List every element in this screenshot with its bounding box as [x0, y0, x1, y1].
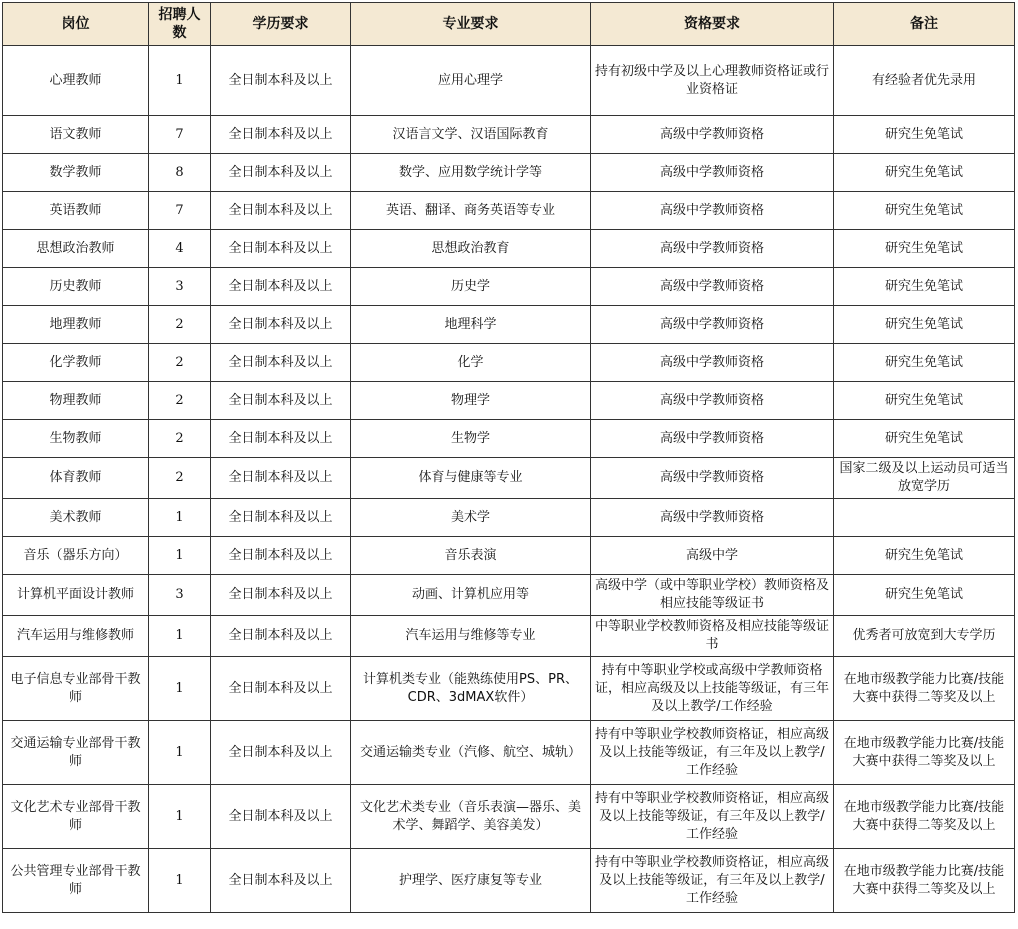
cell-major: 历史学 [351, 268, 591, 306]
header-qualification: 资格要求 [591, 3, 834, 46]
cell-position: 美术教师 [3, 499, 149, 537]
cell-note: 国家二级及以上运动员可适当放宽学历 [834, 458, 1015, 499]
cell-note: 研究生免笔试 [834, 575, 1015, 616]
cell-position: 历史教师 [3, 268, 149, 306]
cell-note: 在地市级教学能力比赛/技能大赛中获得二等奖及以上 [834, 721, 1015, 785]
cell-major: 计算机类专业（能熟练使用PS、PR、CDR、3dMAX软件） [351, 657, 591, 721]
table-row [3, 306, 1015, 344]
cell-count: 1 [149, 537, 211, 575]
table-row [3, 268, 1015, 306]
cell-education: 全日制本科及以上 [211, 657, 351, 721]
table-row [3, 382, 1015, 420]
cell-education: 全日制本科及以上 [211, 575, 351, 616]
cell-education: 全日制本科及以上 [211, 268, 351, 306]
cell-education: 全日制本科及以上 [211, 46, 351, 116]
cell-qualification: 持有初级中学及以上心理教师资格证或行业资格证 [591, 46, 834, 116]
cell-note: 在地市级教学能力比赛/技能大赛中获得二等奖及以上 [834, 657, 1015, 721]
cell-major: 交通运输类专业（汽修、航空、城轨） [351, 721, 591, 785]
cell-major: 护理学、医疗康复等专业 [351, 849, 591, 913]
cell-position: 交通运输专业部骨干教师 [3, 721, 149, 785]
cell-count: 1 [149, 849, 211, 913]
table-row [3, 537, 1015, 575]
cell-note: 研究生免笔试 [834, 268, 1015, 306]
cell-note: 研究生免笔试 [834, 306, 1015, 344]
recruitment-table [2, 2, 1015, 913]
cell-count: 1 [149, 721, 211, 785]
cell-position: 英语教师 [3, 192, 149, 230]
cell-major: 文化艺术类专业（音乐表演—器乐、美术学、舞蹈学、美容美发） [351, 785, 591, 849]
cell-count: 7 [149, 116, 211, 154]
table-row [3, 154, 1015, 192]
cell-major: 汽车运用与维修等专业 [351, 616, 591, 657]
cell-count: 7 [149, 192, 211, 230]
cell-major: 物理学 [351, 382, 591, 420]
table-row [3, 657, 1015, 721]
cell-education: 全日制本科及以上 [211, 721, 351, 785]
cell-count: 2 [149, 344, 211, 382]
cell-count: 1 [149, 657, 211, 721]
cell-major: 英语、翻译、商务英语等专业 [351, 192, 591, 230]
cell-count: 2 [149, 458, 211, 499]
cell-major: 地理科学 [351, 306, 591, 344]
cell-count: 1 [149, 499, 211, 537]
table-row [3, 721, 1015, 785]
cell-position: 心理教师 [3, 46, 149, 116]
table-row [3, 46, 1015, 116]
cell-count: 8 [149, 154, 211, 192]
cell-qualification: 高级中学教师资格 [591, 230, 834, 268]
cell-count: 2 [149, 382, 211, 420]
cell-education: 全日制本科及以上 [211, 420, 351, 458]
cell-position: 计算机平面设计教师 [3, 575, 149, 616]
cell-major: 体育与健康等专业 [351, 458, 591, 499]
cell-position: 生物教师 [3, 420, 149, 458]
header-major: 专业要求 [351, 3, 591, 46]
table-row [3, 230, 1015, 268]
cell-qualification: 高级中学教师资格 [591, 306, 834, 344]
cell-note: 在地市级教学能力比赛/技能大赛中获得二等奖及以上 [834, 849, 1015, 913]
cell-education: 全日制本科及以上 [211, 382, 351, 420]
cell-note: 在地市级教学能力比赛/技能大赛中获得二等奖及以上 [834, 785, 1015, 849]
table-row [3, 575, 1015, 616]
cell-count: 1 [149, 46, 211, 116]
cell-qualification: 高级中学教师资格 [591, 192, 834, 230]
cell-qualification: 高级中学教师资格 [591, 382, 834, 420]
cell-note: 优秀者可放宽到大专学历 [834, 616, 1015, 657]
cell-qualification: 高级中学教师资格 [591, 344, 834, 382]
cell-position: 电子信息专业部骨干教师 [3, 657, 149, 721]
cell-note: 研究生免笔试 [834, 344, 1015, 382]
cell-note: 研究生免笔试 [834, 420, 1015, 458]
cell-major: 音乐表演 [351, 537, 591, 575]
cell-position: 语文教师 [3, 116, 149, 154]
cell-education: 全日制本科及以上 [211, 537, 351, 575]
table-row [3, 192, 1015, 230]
cell-major: 应用心理学 [351, 46, 591, 116]
cell-position: 物理教师 [3, 382, 149, 420]
cell-position: 音乐（器乐方向） [3, 537, 149, 575]
cell-qualification: 高级中学教师资格 [591, 458, 834, 499]
table-row [3, 344, 1015, 382]
cell-qualification: 中等职业学校教师资格及相应技能等级证书 [591, 616, 834, 657]
cell-count: 3 [149, 268, 211, 306]
cell-education: 全日制本科及以上 [211, 344, 351, 382]
cell-education: 全日制本科及以上 [211, 499, 351, 537]
cell-education: 全日制本科及以上 [211, 616, 351, 657]
header-row [3, 3, 1015, 46]
cell-count: 1 [149, 785, 211, 849]
cell-education: 全日制本科及以上 [211, 116, 351, 154]
cell-qualification: 高级中学 [591, 537, 834, 575]
cell-qualification: 高级中学（或中等职业学校）教师资格及相应技能等级证书 [591, 575, 834, 616]
table-row [3, 420, 1015, 458]
cell-position: 文化艺术专业部骨干教师 [3, 785, 149, 849]
cell-position: 公共管理专业部骨干教师 [3, 849, 149, 913]
header-position: 岗位 [3, 3, 149, 46]
cell-note: 研究生免笔试 [834, 192, 1015, 230]
cell-education: 全日制本科及以上 [211, 192, 351, 230]
cell-position: 化学教师 [3, 344, 149, 382]
cell-major: 思想政治教育 [351, 230, 591, 268]
cell-note: 研究生免笔试 [834, 230, 1015, 268]
table-row [3, 616, 1015, 657]
cell-education: 全日制本科及以上 [211, 306, 351, 344]
table-row [3, 116, 1015, 154]
cell-major: 汉语言文学、汉语国际教育 [351, 116, 591, 154]
cell-education: 全日制本科及以上 [211, 230, 351, 268]
cell-count: 1 [149, 616, 211, 657]
cell-note: 研究生免笔试 [834, 154, 1015, 192]
cell-education: 全日制本科及以上 [211, 785, 351, 849]
header-education: 学历要求 [211, 3, 351, 46]
cell-note: 研究生免笔试 [834, 116, 1015, 154]
cell-qualification: 高级中学教师资格 [591, 420, 834, 458]
cell-major: 动画、计算机应用等 [351, 575, 591, 616]
cell-major: 生物学 [351, 420, 591, 458]
cell-position: 思想政治教师 [3, 230, 149, 268]
cell-major: 数学、应用数学统计学等 [351, 154, 591, 192]
table-row [3, 849, 1015, 913]
cell-count: 2 [149, 420, 211, 458]
cell-note: 研究生免笔试 [834, 382, 1015, 420]
cell-qualification: 高级中学教师资格 [591, 116, 834, 154]
header-count: 招聘人数 [149, 3, 211, 46]
cell-note [834, 499, 1015, 537]
cell-education: 全日制本科及以上 [211, 154, 351, 192]
cell-qualification: 高级中学教师资格 [591, 154, 834, 192]
cell-qualification: 高级中学教师资格 [591, 268, 834, 306]
cell-count: 3 [149, 575, 211, 616]
cell-qualification: 高级中学教师资格 [591, 499, 834, 537]
cell-qualification: 持有中等职业学校教师资格证，相应高级及以上技能等级证，有三年及以上教学/工作经验 [591, 721, 834, 785]
cell-count: 2 [149, 306, 211, 344]
cell-position: 地理教师 [3, 306, 149, 344]
cell-position: 体育教师 [3, 458, 149, 499]
cell-note: 研究生免笔试 [834, 537, 1015, 575]
cell-major: 美术学 [351, 499, 591, 537]
table-row [3, 785, 1015, 849]
cell-count: 4 [149, 230, 211, 268]
cell-education: 全日制本科及以上 [211, 458, 351, 499]
cell-position: 数学教师 [3, 154, 149, 192]
cell-position: 汽车运用与维修教师 [3, 616, 149, 657]
cell-qualification: 持有中等职业学校或高级中学教师资格证，相应高级及以上技能等级证，有三年及以上教学/工作经验 [591, 657, 834, 721]
cell-qualification: 持有中等职业学校教师资格证，相应高级及以上技能等级证，有三年及以上教学/工作经验 [591, 849, 834, 913]
cell-education: 全日制本科及以上 [211, 849, 351, 913]
cell-qualification: 持有中等职业学校教师资格证，相应高级及以上技能等级证，有三年及以上教学/工作经验 [591, 785, 834, 849]
header-note: 备注 [834, 3, 1015, 46]
cell-major: 化学 [351, 344, 591, 382]
table-row [3, 458, 1015, 499]
cell-note: 有经验者优先录用 [834, 46, 1015, 116]
table-row [3, 499, 1015, 537]
